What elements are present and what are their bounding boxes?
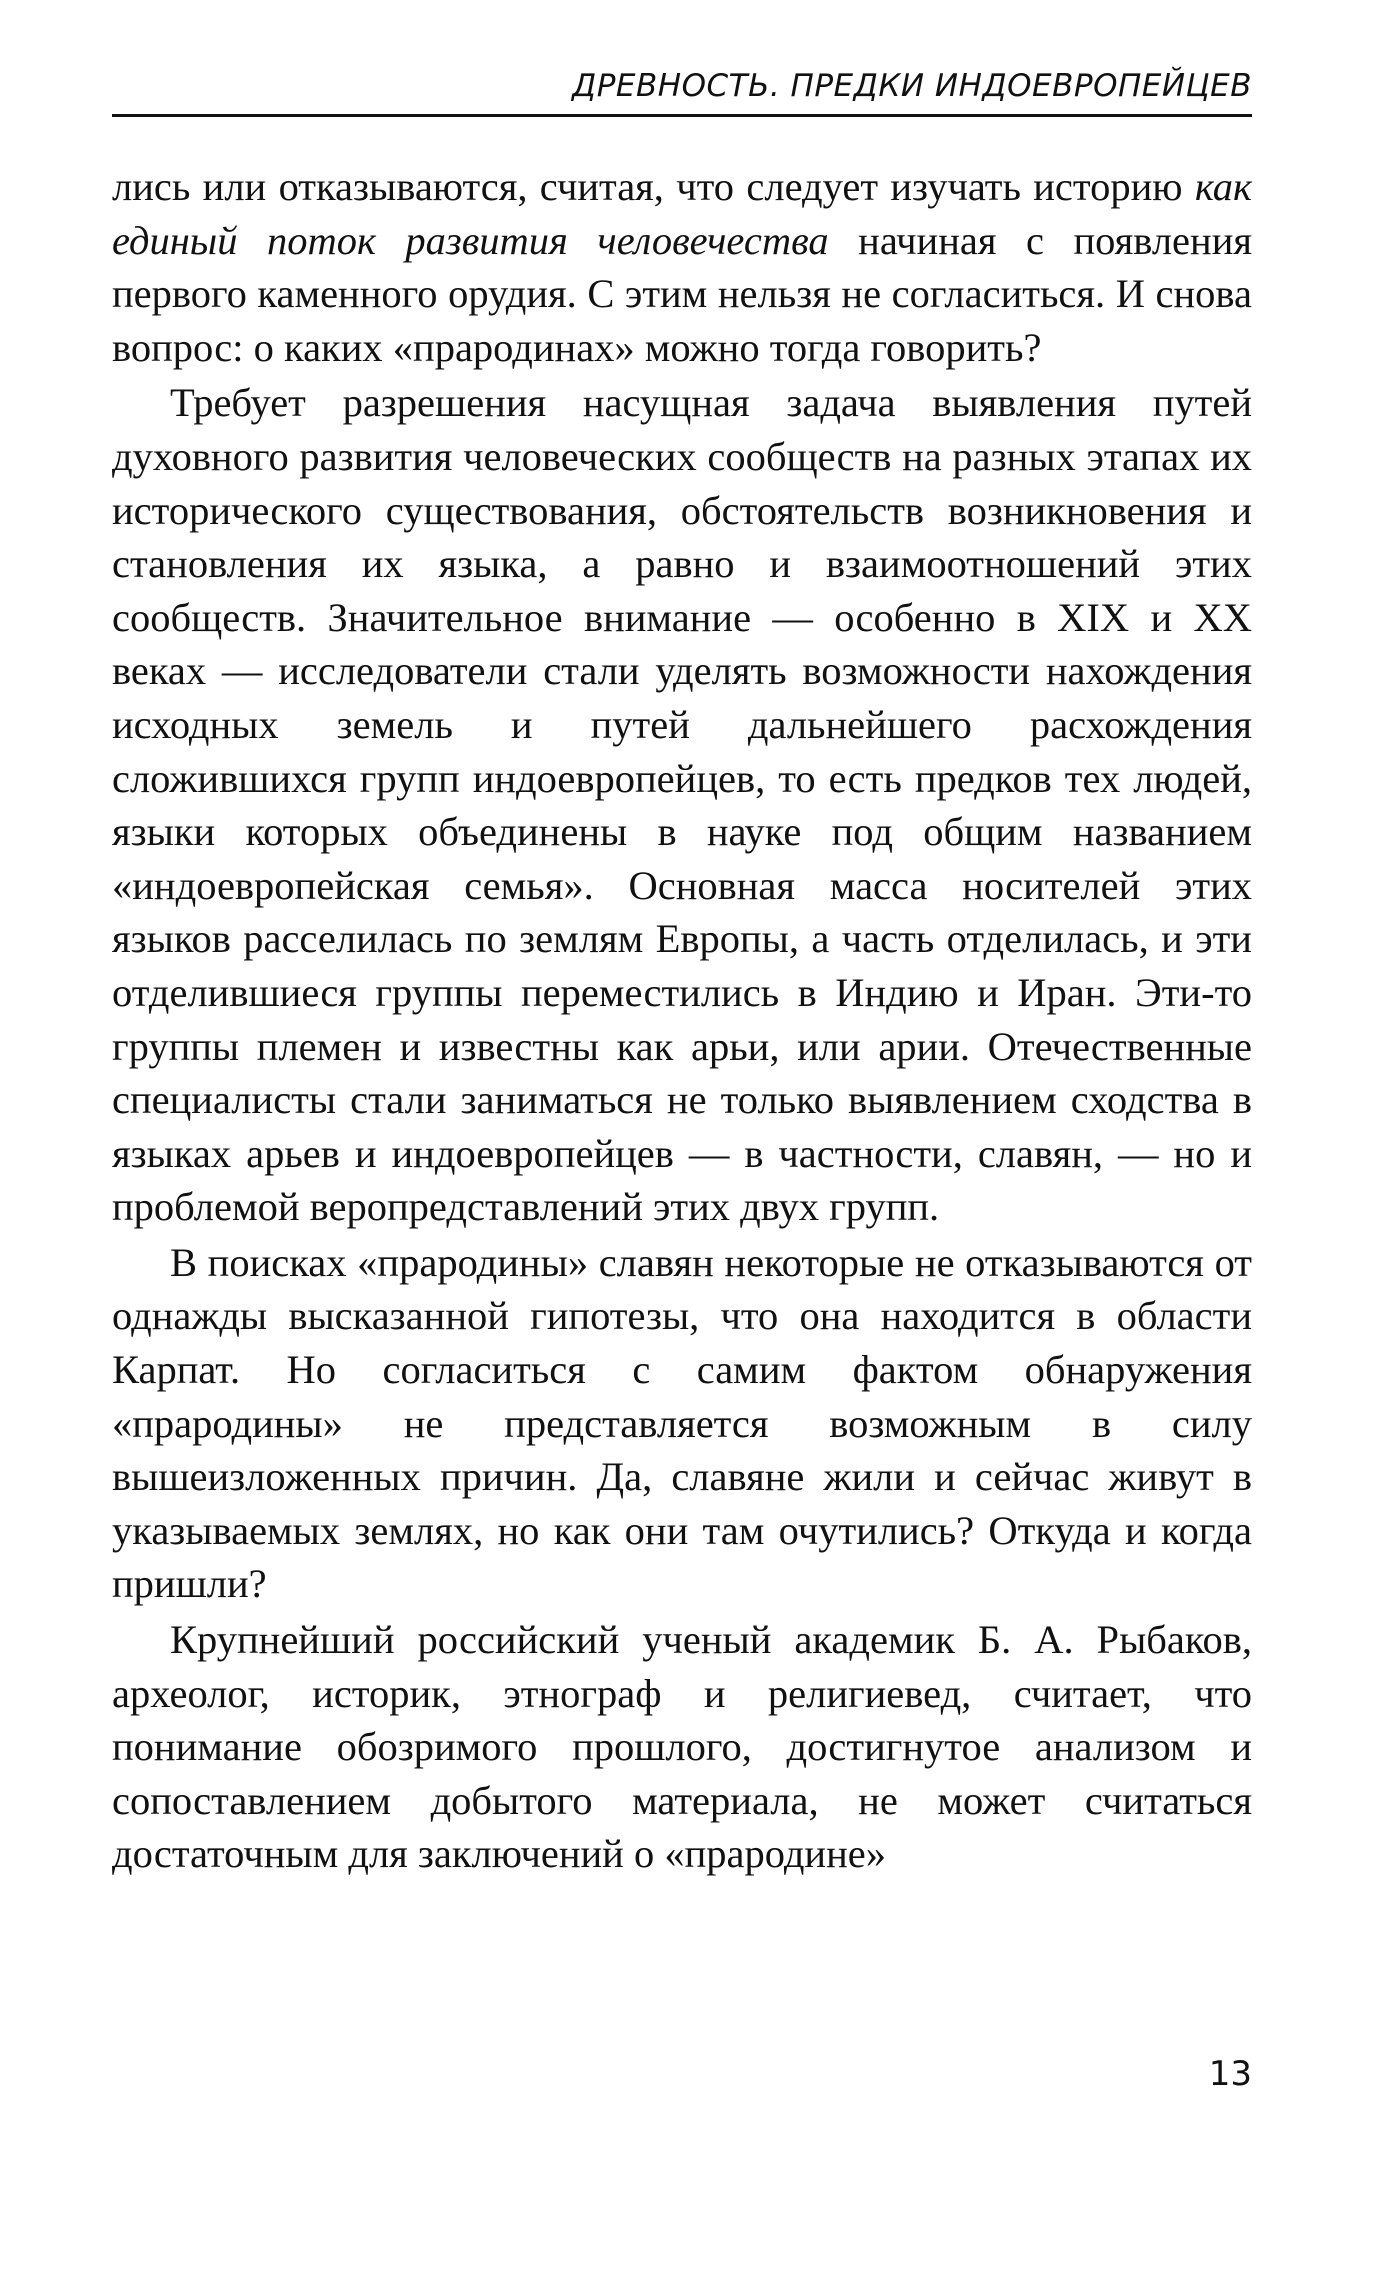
paragraph-3: В поисках «прародины» славян некоторые не отказываются от однажды высказанной гипотезы, что она находится в области Карпат. Но согласиться с самим фактом обнаружения «прародины» не представляется возможным в силу вышеизложенных причин. Да, славяне жили и сейчас живут в указываемых землях, но как они там очутились? Откуда и когда пришли? (112, 1239, 1252, 1607)
body-text (112, 160, 1252, 1881)
header-rule (112, 114, 1252, 117)
paragraph-1-before: лись или отказываются, считая, что следует изучать историю (112, 164, 1195, 209)
page-number: 13 (1208, 2054, 1252, 2094)
paragraph-2: Требует разрешения насущная задача выявления путей духовного развития человеческих сообществ на разных этапах их исторического существования, обстоятельств возникновения и становления их языка, а равно и взаимоотношений этих сообществ. Значительное внимание — особенно в XIX и XX веках — исследователи стали уделять возможности нахождения исходных земель и путей дальнейшего расхождения сложившихся групп индоевропейцев, то есть предков тех людей, языки которых объединены в науке под общим названием «индоевропейская семья». Основная масса носителей этих языков расселилась по землям Европы, а часть отделилась, и эти отделившиеся группы переместились в Индию и Иран. Эти-то группы племен и известны как арьи, или арии. Отечественные специалисты стали заниматься не только выявлением сходства в языках арьев и индоевропейцев — в частности, славян, — но и проблемой веропредставлений этих двух групп. (112, 380, 1252, 1230)
paragraph-1-emphasis: как единый поток развития человечества (112, 164, 1252, 263)
running-head: ДРЕВНОСТЬ. ПРЕДКИ ИНДОЕВРОПЕЙЦЕВ (572, 68, 1252, 104)
paragraph-4: Крупнейший российский ученый академик Б. А. Рыбаков, археолог, историк, этнограф и религиевед, считает, что понимание обозримого прошлого, достигнутое анализом и сопоставлением добытого материала, не может считаться достаточным для заключений о «прародине» (112, 1617, 1252, 1877)
paragraph-1-after: начиная с появления первого каменного орудия. С этим нельзя не согласиться. И снова вопрос: о каких «прародинах» можно тогда говорить? (112, 217, 1252, 370)
paragraph-1 (112, 160, 1252, 374)
